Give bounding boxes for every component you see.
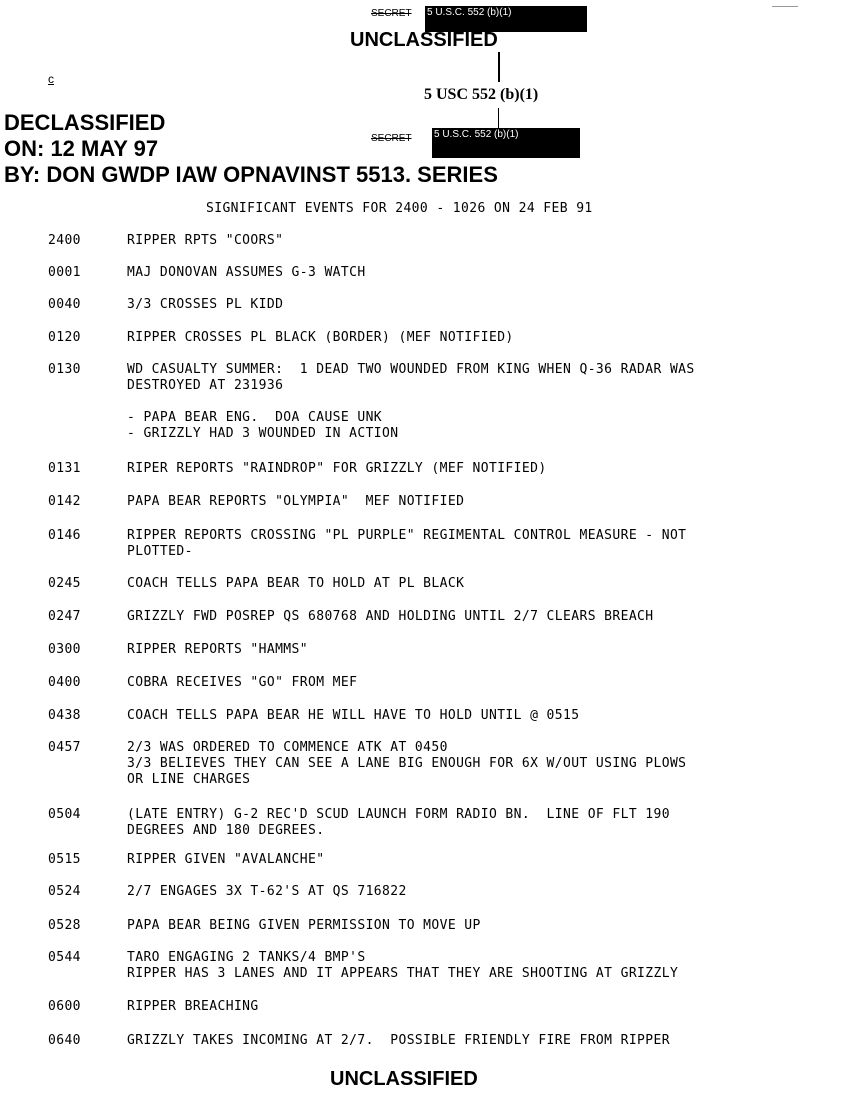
struck-classification-mid: SECRET bbox=[371, 133, 412, 144]
event-time: 0528 bbox=[48, 918, 81, 933]
event-text bbox=[127, 999, 259, 1015]
redaction-box-mid: 5 U.S.C. 552 (b)(1) bbox=[432, 128, 580, 158]
event-text-line: DESTROYED AT 231936 bbox=[127, 378, 284, 393]
event-text-line: OR LINE CHARGES bbox=[127, 772, 251, 787]
event-text-line: RIPER REPORTS "RAINDROP" FOR GRIZZLY (MEF NOTIFIED) bbox=[127, 461, 547, 476]
event-text-line: PLOTTED- bbox=[127, 544, 193, 559]
event-time: 0544 bbox=[48, 950, 81, 965]
redaction-box-top: 5 U.S.C. 552 (b)(1) bbox=[425, 6, 587, 32]
event-text-line: RIPPER CROSSES PL BLACK (BORDER) (MEF NOTIFIED) bbox=[127, 330, 514, 345]
event-text-line: - GRIZZLY HAD 3 WOUNDED IN ACTION bbox=[127, 426, 399, 441]
event-time: 0515 bbox=[48, 852, 81, 867]
page-mark: c bbox=[48, 72, 54, 86]
event-text-line: 2/3 WAS ORDERED TO COMMENCE ATK AT 0450 bbox=[127, 740, 448, 755]
declass-date: ON: 12 MAY 97 bbox=[4, 136, 159, 161]
event-time: 0247 bbox=[48, 609, 81, 624]
event-text-line: RIPPER REPORTS "HAMMS" bbox=[127, 642, 308, 657]
event-time: 0640 bbox=[48, 1033, 81, 1048]
event-time: 0400 bbox=[48, 675, 81, 690]
event-time: 0457 bbox=[48, 740, 81, 755]
event-text bbox=[127, 297, 283, 313]
declass-authority: BY: DON GWDP IAW OPNAVINST 5513. SERIES bbox=[4, 162, 498, 187]
event-text bbox=[127, 461, 547, 477]
event-text-line: 3/3 BELIEVES THEY CAN SEE A LANE BIG ENOUGH FOR 6X W/OUT USING PLOWS bbox=[127, 756, 687, 771]
event-text bbox=[127, 675, 357, 691]
event-text-line: PAPA BEAR BEING GIVEN PERMISSION TO MOVE UP bbox=[127, 918, 481, 933]
event-text bbox=[127, 807, 670, 839]
event-text bbox=[127, 265, 366, 281]
event-text-line: RIPPER BREACHING bbox=[127, 999, 259, 1014]
event-text bbox=[127, 708, 579, 724]
event-text-line: (LATE ENTRY) G-2 REC'D SCUD LAUNCH FORM RADIO BN. LINE OF FLT 190 bbox=[127, 807, 670, 822]
event-time: 0245 bbox=[48, 576, 81, 591]
event-text-line bbox=[127, 394, 695, 410]
event-time: 0504 bbox=[48, 807, 81, 822]
event-text-line: COACH TELLS PAPA BEAR HE WILL HAVE TO HOLD UNTIL @ 0515 bbox=[127, 708, 580, 723]
event-text bbox=[127, 494, 464, 510]
event-text bbox=[127, 852, 324, 868]
event-text-line: PAPA BEAR REPORTS "OLYMPIA" MEF NOTIFIED bbox=[127, 494, 465, 509]
event-time: 0040 bbox=[48, 297, 81, 312]
event-text bbox=[127, 362, 695, 442]
event-text bbox=[127, 950, 678, 982]
event-text bbox=[127, 609, 654, 625]
classification-marking-bottom: UNCLASSIFIED bbox=[330, 1068, 478, 1090]
event-text-line: - PAPA BEAR ENG. DOA CAUSE UNK bbox=[127, 410, 383, 425]
event-time: 0524 bbox=[48, 884, 81, 899]
callout-line-top bbox=[498, 52, 500, 82]
event-text bbox=[127, 1033, 670, 1049]
event-text-line: GRIZZLY FWD POSREP QS 680768 AND HOLDING UNTIL 2/7 CLEARS BREACH bbox=[127, 609, 654, 624]
declass-status: DECLASSIFIED bbox=[4, 110, 166, 135]
event-time: 0131 bbox=[48, 461, 81, 476]
event-time: 0146 bbox=[48, 528, 81, 543]
event-text-line: RIPPER HAS 3 LANES AND IT APPEARS THAT THEY ARE SHOOTING AT GRIZZLY bbox=[127, 966, 679, 981]
event-text-line: 3/3 CROSSES PL KIDD bbox=[127, 297, 284, 312]
event-text bbox=[127, 884, 407, 900]
event-text-line: COBRA RECEIVES "GO" FROM MEF bbox=[127, 675, 358, 690]
event-text-line: RIPPER GIVEN "AVALANCHE" bbox=[127, 852, 325, 867]
event-text bbox=[127, 233, 283, 249]
event-text bbox=[127, 740, 686, 788]
event-time: 0130 bbox=[48, 362, 81, 377]
event-time: 0600 bbox=[48, 999, 81, 1014]
event-time: 0142 bbox=[48, 494, 81, 509]
event-text-line: WD CASUALTY SUMMER: 1 DEAD TWO WOUNDED FROM KING WHEN Q-36 RADAR WAS bbox=[127, 362, 695, 377]
event-text-line: COACH TELLS PAPA BEAR TO HOLD AT PL BLACK bbox=[127, 576, 465, 591]
event-text bbox=[127, 918, 481, 934]
event-text bbox=[127, 528, 686, 560]
event-text-line: GRIZZLY TAKES INCOMING AT 2/7. POSSIBLE FRIENDLY FIRE FROM RIPPER bbox=[127, 1033, 670, 1048]
document-title: SIGNIFICANT EVENTS FOR 2400 - 1026 ON 24 FEB 91 bbox=[206, 201, 593, 216]
event-text bbox=[127, 642, 308, 658]
event-text-line: DEGREES AND 180 DEGREES. bbox=[127, 823, 325, 838]
event-time: 2400 bbox=[48, 233, 81, 248]
callout-line-bottom bbox=[498, 108, 499, 130]
event-time: 0438 bbox=[48, 708, 81, 723]
event-time: 0001 bbox=[48, 265, 81, 280]
event-time: 0300 bbox=[48, 642, 81, 657]
event-text-line: RIPPER REPORTS CROSSING "PL PURPLE" REGIMENTAL CONTROL MEASURE - NOT bbox=[127, 528, 687, 543]
classification-marking-top: UNCLASSIFIED bbox=[350, 29, 498, 51]
event-text-line: MAJ DONOVAN ASSUMES G-3 WATCH bbox=[127, 265, 366, 280]
struck-classification-top: SECRET bbox=[371, 8, 412, 19]
event-text-line: RIPPER RPTS "COORS" bbox=[127, 233, 284, 248]
event-time: 0120 bbox=[48, 330, 81, 345]
scan-mark bbox=[772, 6, 798, 7]
event-text-line: 2/7 ENGAGES 3X T-62'S AT QS 716822 bbox=[127, 884, 407, 899]
event-text-line: TARO ENGAGING 2 TANKS/4 BMP'S bbox=[127, 950, 366, 965]
declassification-stamp bbox=[4, 110, 498, 188]
event-text bbox=[127, 330, 514, 346]
event-text bbox=[127, 576, 464, 592]
citation-label: 5 USC 552 (b)(1) bbox=[424, 86, 539, 103]
